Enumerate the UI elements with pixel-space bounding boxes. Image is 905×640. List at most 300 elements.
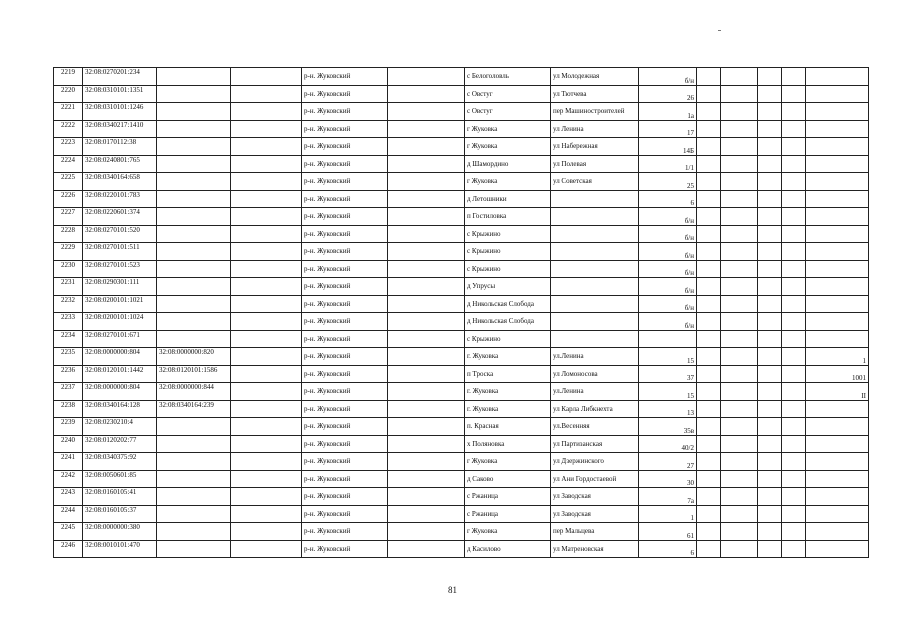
cell-street [551, 190, 639, 208]
cell-premises-number [806, 400, 869, 418]
cell-empty [758, 523, 782, 541]
cell-empty [782, 383, 806, 401]
cell-cadastral-number: 32:08:0340164:128 [83, 400, 157, 418]
cell-empty [758, 85, 782, 103]
cell-empty [231, 470, 302, 488]
cell-empty [231, 540, 302, 558]
cell-empty [388, 190, 465, 208]
cell-parent-cadastral-number [157, 138, 231, 156]
cell-locality: д Никольская Слобода [465, 313, 551, 331]
table-row [54, 348, 869, 366]
cell-premises-number: 1001 [806, 365, 869, 383]
cell-district: р-н. Жуковский [302, 85, 388, 103]
cell-premises-number [806, 313, 869, 331]
cell-locality: с Ржаница [465, 505, 551, 523]
cell-parent-cadastral-number [157, 523, 231, 541]
cell-cadastral-number: 32:08:0220101:783 [83, 190, 157, 208]
cell-row-number: 2219 [54, 68, 83, 86]
table-row [54, 330, 869, 348]
cell-row-number: 2242 [54, 470, 83, 488]
table-row [54, 435, 869, 453]
cell-empty [231, 505, 302, 523]
cell-house-number: 7а [639, 488, 697, 506]
cell-cadastral-number: 32:08:0270101:511 [83, 243, 157, 261]
cell-empty [758, 330, 782, 348]
cell-cadastral-number: 32:08:0340375:92 [83, 453, 157, 471]
cell-parent-cadastral-number [157, 260, 231, 278]
cell-empty [388, 365, 465, 383]
cell-empty [697, 383, 721, 401]
cell-house-number: 35в [639, 418, 697, 436]
cell-empty [231, 260, 302, 278]
cell-district: р-н. Жуковский [302, 435, 388, 453]
cell-locality: с Крыжино [465, 260, 551, 278]
cell-parent-cadastral-number [157, 295, 231, 313]
cell-street: ул Ленина [551, 120, 639, 138]
cell-district: р-н. Жуковский [302, 138, 388, 156]
cell-empty [721, 523, 758, 541]
cell-empty [758, 383, 782, 401]
cell-locality: с Белоголовль [465, 68, 551, 86]
cell-empty [231, 523, 302, 541]
cell-empty [721, 400, 758, 418]
cell-empty [721, 383, 758, 401]
cell-empty [388, 260, 465, 278]
cell-row-number: 2245 [54, 523, 83, 541]
cell-district: р-н. Жуковский [302, 383, 388, 401]
table-row [54, 488, 869, 506]
cell-premises-number [806, 330, 869, 348]
cell-cadastral-number: 32:08:0120101:1442 [83, 365, 157, 383]
cell-locality: г. Жуковка [465, 400, 551, 418]
cell-house-number: 40/2 [639, 435, 697, 453]
cell-district: р-н. Жуковский [302, 243, 388, 261]
table-row [54, 540, 869, 558]
cell-empty [388, 383, 465, 401]
cell-locality: г. Жуковка [465, 383, 551, 401]
cell-row-number: 2225 [54, 173, 83, 191]
cell-parent-cadastral-number: 32:08:0120101:1586 [157, 365, 231, 383]
cell-cadastral-number: 32:08:0310101:1246 [83, 103, 157, 121]
cell-empty [231, 418, 302, 436]
table-row [54, 120, 869, 138]
table-row [54, 453, 869, 471]
cell-empty [721, 225, 758, 243]
cell-empty [697, 260, 721, 278]
cell-empty [231, 103, 302, 121]
cell-cadastral-number: 32:08:0000000:804 [83, 348, 157, 366]
cell-empty [721, 365, 758, 383]
cell-empty [231, 225, 302, 243]
cell-empty [721, 348, 758, 366]
cell-row-number: 2240 [54, 435, 83, 453]
cell-parent-cadastral-number [157, 68, 231, 86]
cell-cadastral-number: 32:08:0000000:380 [83, 523, 157, 541]
cell-district: р-н. Жуковский [302, 208, 388, 226]
table-row [54, 313, 869, 331]
cell-street [551, 243, 639, 261]
cell-empty [231, 190, 302, 208]
cell-empty [231, 383, 302, 401]
cell-parent-cadastral-number [157, 435, 231, 453]
cell-empty [782, 523, 806, 541]
cell-empty [782, 155, 806, 173]
table-row [54, 68, 869, 86]
table-row [54, 190, 869, 208]
cell-empty [758, 418, 782, 436]
cell-cadastral-number: 32:08:0270101:523 [83, 260, 157, 278]
cell-empty [388, 208, 465, 226]
cell-house-number: 26 [639, 85, 697, 103]
cell-empty [782, 85, 806, 103]
cell-empty [782, 435, 806, 453]
property-registry-table [53, 67, 869, 558]
cell-street [551, 208, 639, 226]
cell-empty [721, 295, 758, 313]
cell-locality: д Никольская Слобода [465, 295, 551, 313]
cell-cadastral-number: 32:08:0230210:4 [83, 418, 157, 436]
cell-empty [388, 453, 465, 471]
table-row [54, 103, 869, 121]
cell-row-number: 2246 [54, 540, 83, 558]
cell-empty [782, 400, 806, 418]
cell-empty [697, 470, 721, 488]
cell-house-number: 6 [639, 540, 697, 558]
cell-cadastral-number: 32:08:0290301:111 [83, 278, 157, 296]
cell-empty [782, 470, 806, 488]
cell-empty [782, 453, 806, 471]
cell-empty [782, 540, 806, 558]
cell-locality: г Жуковка [465, 173, 551, 191]
cell-parent-cadastral-number: 32:08:0340164:239 [157, 400, 231, 418]
table-row [54, 295, 869, 313]
cell-row-number: 2228 [54, 225, 83, 243]
cell-empty [758, 453, 782, 471]
cell-row-number: 2233 [54, 313, 83, 331]
cell-empty [721, 190, 758, 208]
cell-parent-cadastral-number [157, 155, 231, 173]
cell-empty [231, 173, 302, 191]
cell-district: р-н. Жуковский [302, 173, 388, 191]
cell-empty [697, 365, 721, 383]
cell-empty [388, 540, 465, 558]
cell-row-number: 2232 [54, 295, 83, 313]
cell-empty [388, 243, 465, 261]
cell-street [551, 295, 639, 313]
cell-parent-cadastral-number [157, 120, 231, 138]
cell-empty [231, 278, 302, 296]
cell-cadastral-number: 32:08:0310101:1351 [83, 85, 157, 103]
cell-house-number: б/н [639, 208, 697, 226]
cell-parent-cadastral-number [157, 540, 231, 558]
cell-empty [697, 400, 721, 418]
cell-house-number: 17 [639, 120, 697, 138]
cell-street: ул Ани Гордостаевой [551, 470, 639, 488]
cell-empty [758, 103, 782, 121]
cell-parent-cadastral-number [157, 243, 231, 261]
cell-row-number: 2220 [54, 85, 83, 103]
cell-empty [231, 348, 302, 366]
cell-district: р-н. Жуковский [302, 190, 388, 208]
cell-street: ул.Ленина [551, 348, 639, 366]
cell-empty [697, 190, 721, 208]
cell-locality: д Шамордино [465, 155, 551, 173]
cell-district: р-н. Жуковский [302, 453, 388, 471]
cell-house-number: б/н [639, 260, 697, 278]
cell-empty [721, 435, 758, 453]
cell-district: р-н. Жуковский [302, 418, 388, 436]
cell-house-number: б/н [639, 68, 697, 86]
cell-house-number [639, 330, 697, 348]
cell-empty [782, 295, 806, 313]
cell-street: ул Советская [551, 173, 639, 191]
cell-cadastral-number: 32:08:0200101:1021 [83, 295, 157, 313]
cell-empty [697, 453, 721, 471]
cell-district: р-н. Жуковский [302, 540, 388, 558]
cell-house-number: 61 [639, 523, 697, 541]
cell-empty [782, 138, 806, 156]
cell-cadastral-number: 32:08:0000000:804 [83, 383, 157, 401]
cell-empty [758, 68, 782, 86]
cell-empty [782, 190, 806, 208]
cell-district: р-н. Жуковский [302, 488, 388, 506]
cell-empty [758, 505, 782, 523]
cell-locality: г Жуковка [465, 523, 551, 541]
cell-house-number: б/н [639, 225, 697, 243]
cell-parent-cadastral-number [157, 190, 231, 208]
cell-cadastral-number: 32:08:0240801:765 [83, 155, 157, 173]
cell-street: ул Молодежная [551, 68, 639, 86]
cell-parent-cadastral-number [157, 330, 231, 348]
cell-empty [231, 85, 302, 103]
cell-empty [697, 68, 721, 86]
cell-empty [231, 208, 302, 226]
cell-empty [388, 155, 465, 173]
table-row [54, 470, 869, 488]
cell-empty [388, 488, 465, 506]
cell-row-number: 2221 [54, 103, 83, 121]
cell-empty [782, 313, 806, 331]
cell-row-number: 2224 [54, 155, 83, 173]
cell-premises-number [806, 208, 869, 226]
cell-premises-number [806, 173, 869, 191]
cell-empty [388, 470, 465, 488]
cell-locality: п. Красная [465, 418, 551, 436]
cell-premises-number [806, 505, 869, 523]
cell-cadastral-number: 32:08:0340164:658 [83, 173, 157, 191]
cell-house-number: 14Б [639, 138, 697, 156]
cell-house-number: 1 [639, 505, 697, 523]
cell-parent-cadastral-number [157, 173, 231, 191]
cell-district: р-н. Жуковский [302, 68, 388, 86]
cell-row-number: 2231 [54, 278, 83, 296]
cell-empty [721, 313, 758, 331]
table-row [54, 278, 869, 296]
cell-empty [721, 330, 758, 348]
cell-row-number: 2230 [54, 260, 83, 278]
cell-empty [721, 278, 758, 296]
cell-cadastral-number: 32:08:0340217:1410 [83, 120, 157, 138]
cell-empty [758, 260, 782, 278]
cell-empty [388, 120, 465, 138]
cell-empty [721, 260, 758, 278]
cell-district: р-н. Жуковский [302, 103, 388, 121]
cell-district: р-н. Жуковский [302, 505, 388, 523]
cell-empty [388, 313, 465, 331]
cell-premises-number [806, 278, 869, 296]
table-row [54, 505, 869, 523]
cell-empty [721, 453, 758, 471]
cell-empty [758, 155, 782, 173]
cell-premises-number [806, 190, 869, 208]
cell-street [551, 225, 639, 243]
cell-empty [721, 138, 758, 156]
cell-premises-number [806, 138, 869, 156]
cell-locality: п Троска [465, 365, 551, 383]
cell-premises-number [806, 260, 869, 278]
cell-empty [231, 365, 302, 383]
cell-premises-number [806, 453, 869, 471]
cell-empty [231, 488, 302, 506]
table-row [54, 85, 869, 103]
cell-cadastral-number: 32:08:0010101:470 [83, 540, 157, 558]
cell-empty [758, 435, 782, 453]
cell-empty [782, 488, 806, 506]
cell-empty [758, 488, 782, 506]
cell-street: ул Ломоносова [551, 365, 639, 383]
cell-house-number: 1а [639, 103, 697, 121]
cell-parent-cadastral-number [157, 208, 231, 226]
cell-street: ул Матреновская [551, 540, 639, 558]
cell-empty [758, 225, 782, 243]
cell-empty [782, 278, 806, 296]
cell-empty [782, 418, 806, 436]
cell-street: ул Заводская [551, 488, 639, 506]
cell-empty [231, 330, 302, 348]
cell-district: р-н. Жуковский [302, 400, 388, 418]
cell-empty [721, 173, 758, 191]
table-row [54, 523, 869, 541]
table-row [54, 365, 869, 383]
cell-house-number: 15 [639, 348, 697, 366]
cell-premises-number [806, 470, 869, 488]
cell-premises-number [806, 418, 869, 436]
cell-locality: х Поляновка [465, 435, 551, 453]
cell-street: ул Полевая [551, 155, 639, 173]
cell-empty [782, 330, 806, 348]
cell-parent-cadastral-number [157, 103, 231, 121]
cell-district: р-н. Жуковский [302, 313, 388, 331]
cell-parent-cadastral-number [157, 418, 231, 436]
cell-premises-number [806, 85, 869, 103]
cell-cadastral-number: 32:08:0200101:1024 [83, 313, 157, 331]
cell-empty [782, 348, 806, 366]
cell-parent-cadastral-number [157, 453, 231, 471]
cell-empty [388, 330, 465, 348]
cell-house-number: б/н [639, 313, 697, 331]
cell-row-number: 2226 [54, 190, 83, 208]
cell-parent-cadastral-number [157, 278, 231, 296]
cell-empty [231, 435, 302, 453]
cell-empty [388, 278, 465, 296]
cell-empty [782, 68, 806, 86]
cell-premises-number [806, 540, 869, 558]
cell-empty [697, 208, 721, 226]
cell-empty [231, 68, 302, 86]
cell-parent-cadastral-number: 32:08:0000000:844 [157, 383, 231, 401]
cell-empty [721, 488, 758, 506]
cell-premises-number [806, 435, 869, 453]
cell-parent-cadastral-number [157, 85, 231, 103]
cell-parent-cadastral-number [157, 470, 231, 488]
cell-street [551, 313, 639, 331]
cell-row-number: 2238 [54, 400, 83, 418]
cell-empty [782, 225, 806, 243]
cell-cadastral-number: 32:08:0270201:234 [83, 68, 157, 86]
cell-empty [758, 173, 782, 191]
cell-empty [782, 505, 806, 523]
table-row [54, 155, 869, 173]
cell-parent-cadastral-number [157, 313, 231, 331]
cell-empty [721, 208, 758, 226]
cell-empty [758, 138, 782, 156]
cell-empty [697, 155, 721, 173]
cell-street: ул Заводская [551, 505, 639, 523]
cell-row-number: 2243 [54, 488, 83, 506]
cell-row-number: 2229 [54, 243, 83, 261]
cell-premises-number [806, 155, 869, 173]
cell-row-number: 2237 [54, 383, 83, 401]
cell-cadastral-number: 32:08:0160105:41 [83, 488, 157, 506]
cell-district: р-н. Жуковский [302, 330, 388, 348]
cell-empty [388, 68, 465, 86]
table-row [54, 208, 869, 226]
cell-empty [782, 173, 806, 191]
cell-empty [231, 313, 302, 331]
cell-street [551, 260, 639, 278]
cell-house-number: б/н [639, 243, 697, 261]
cell-empty [697, 523, 721, 541]
cell-empty [758, 313, 782, 331]
cell-empty [231, 120, 302, 138]
cell-street [551, 278, 639, 296]
cell-empty [388, 295, 465, 313]
cell-empty [721, 418, 758, 436]
cell-street: ул Тютчева [551, 85, 639, 103]
cell-cadastral-number: 32:08:0270101:671 [83, 330, 157, 348]
cell-empty [782, 260, 806, 278]
cell-district: р-н. Жуковский [302, 470, 388, 488]
cell-empty [721, 68, 758, 86]
cell-locality: с Овстуг [465, 85, 551, 103]
cell-premises-number: II [806, 383, 869, 401]
cell-empty [697, 278, 721, 296]
cell-district: р-н. Жуковский [302, 348, 388, 366]
cell-empty [697, 435, 721, 453]
cell-premises-number [806, 295, 869, 313]
cell-locality: д Летошники [465, 190, 551, 208]
cell-parent-cadastral-number [157, 505, 231, 523]
cell-locality: г Жуковка [465, 453, 551, 471]
cell-cadastral-number: 32:08:0170112:38 [83, 138, 157, 156]
cell-street: пер Машиностроителей [551, 103, 639, 121]
cell-cadastral-number: 32:08:0270101:520 [83, 225, 157, 243]
cell-cadastral-number: 32:08:0050601:85 [83, 470, 157, 488]
cell-empty [758, 243, 782, 261]
cell-locality: д Упрусы [465, 278, 551, 296]
cell-row-number: 2234 [54, 330, 83, 348]
cell-premises-number [806, 243, 869, 261]
